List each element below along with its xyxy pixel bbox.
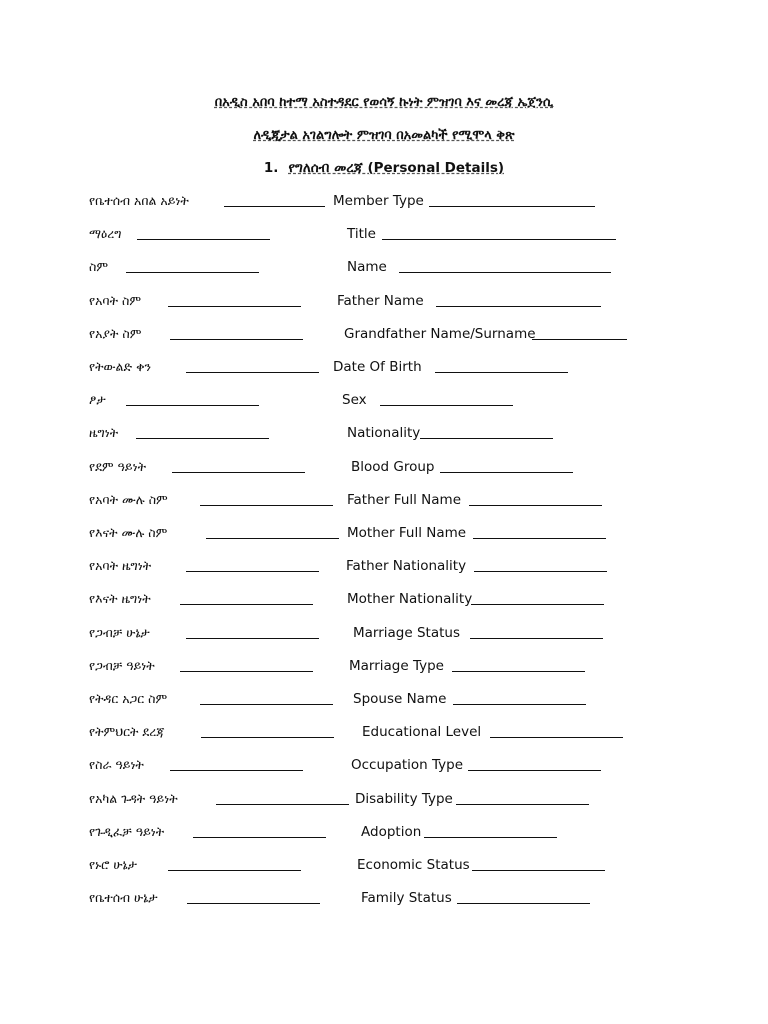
amharic-field-label: የአባት ዜግነት (89, 558, 152, 574)
amharic-field-label: ፆታ (89, 392, 106, 408)
amharic-entry-blank[interactable] (186, 558, 319, 572)
amharic-field-label: የጉዲፈቻ ዓይነት (89, 823, 165, 839)
amharic-field-label: ስም (89, 259, 109, 275)
amharic-field-label: የእናት ሙሉ ስም (89, 525, 168, 540)
field-row (0, 259, 768, 283)
section-heading (0, 160, 768, 176)
english-entry-blank[interactable] (532, 326, 627, 340)
english-field-label: Economic Status (357, 857, 470, 873)
amharic-field-label: ማዕረግ (89, 226, 122, 242)
english-field-label: Father Full Name (347, 491, 461, 508)
english-field-label: Member Type (333, 193, 424, 209)
field-row (0, 890, 768, 914)
amharic-entry-blank[interactable] (136, 425, 269, 439)
english-field-label: Mother Nationality (347, 591, 473, 608)
amharic-entry-blank[interactable] (137, 226, 270, 240)
english-entry-blank[interactable] (429, 193, 595, 207)
amharic-field-label: የትምህርት ደረጃ (89, 724, 165, 740)
section-title: የግለሰብ መረጃ (Personal Details) (288, 160, 505, 176)
english-field-label: Occupation Type (351, 757, 464, 774)
amharic-entry-blank[interactable] (126, 392, 259, 406)
english-entry-blank[interactable] (436, 293, 601, 307)
field-row (0, 392, 768, 416)
amharic-entry-blank[interactable] (180, 658, 313, 672)
english-field-label: Adoption (361, 823, 422, 840)
field-row (0, 459, 768, 483)
field-row (0, 326, 768, 350)
english-entry-blank[interactable] (457, 890, 590, 904)
field-row (0, 558, 768, 582)
field-row (0, 359, 768, 383)
english-field-label: Date Of Birth (333, 359, 422, 375)
amharic-field-label: የአባት ስም (89, 292, 142, 308)
amharic-field-label: የቤተሰብ ሁኔታ (89, 890, 158, 906)
english-entry-blank[interactable] (456, 791, 589, 805)
english-entry-blank[interactable] (380, 392, 513, 406)
english-entry-blank[interactable] (424, 824, 557, 838)
amharic-field-label: የአካል ጉዳት ዓይነት (89, 790, 178, 806)
english-entry-blank[interactable] (474, 558, 607, 572)
amharic-entry-blank[interactable] (200, 691, 333, 705)
amharic-field-label: የትውልድ ቀን (89, 359, 152, 374)
english-entry-blank[interactable] (472, 857, 605, 871)
english-field-label: Father Name (337, 292, 424, 309)
amharic-field-label: የትዳር አጋር ስም (89, 691, 168, 706)
field-row (0, 658, 768, 682)
amharic-field-label: የእናት ዜግነት (89, 591, 151, 607)
field-row (0, 226, 768, 250)
english-field-label: Grandfather Name/Surname (344, 325, 536, 342)
field-row (0, 591, 768, 615)
amharic-entry-blank[interactable] (206, 525, 339, 539)
amharic-entry-blank[interactable] (168, 857, 301, 871)
field-row (0, 857, 768, 881)
english-field-label: Marriage Type (349, 657, 444, 674)
english-entry-blank[interactable] (453, 691, 586, 705)
field-row (0, 425, 768, 449)
section-number: 1. (263, 160, 279, 176)
english-entry-blank[interactable] (470, 625, 603, 639)
amharic-field-label: የጋብቻ ዓይነት (89, 657, 155, 673)
field-row (0, 791, 768, 815)
english-entry-blank[interactable] (440, 459, 573, 473)
english-entry-blank[interactable] (382, 226, 616, 240)
english-field-label: Disability Type (355, 790, 453, 807)
field-row (0, 824, 768, 848)
english-entry-blank[interactable] (435, 359, 568, 373)
amharic-entry-blank[interactable] (170, 326, 303, 340)
field-row (0, 724, 768, 748)
english-field-label: Sex (342, 392, 367, 409)
amharic-field-label: የቤተሰብ አበል አይነት (89, 193, 189, 208)
amharic-entry-blank[interactable] (186, 359, 319, 373)
amharic-entry-blank[interactable] (126, 259, 259, 273)
amharic-entry-blank[interactable] (187, 890, 320, 904)
field-row (0, 293, 768, 317)
english-entry-blank[interactable] (468, 757, 601, 771)
field-row (0, 691, 768, 715)
english-field-label: Educational Level (362, 724, 482, 741)
english-field-label: Mother Full Name (347, 525, 467, 541)
english-entry-blank[interactable] (420, 425, 553, 439)
amharic-field-label: የኑሮ ሁኔታ (89, 857, 137, 872)
amharic-entry-blank[interactable] (170, 757, 303, 771)
english-field-label: Marriage Status (353, 624, 460, 641)
amharic-field-label: የደም ዓይነት (89, 458, 147, 474)
field-row (0, 625, 768, 649)
english-field-label: Title (347, 226, 376, 243)
english-entry-blank[interactable] (469, 492, 602, 506)
agency-title (0, 95, 768, 110)
amharic-entry-blank[interactable] (216, 791, 349, 805)
english-field-label: Father Nationality (346, 558, 467, 575)
agency-title-text: በአዲስ አበባ ከተማ አስተዳደር የወሳኝ ኩነት ምዝገባ እና መረጃ ኤጀንሲ (214, 95, 554, 110)
amharic-entry-blank[interactable] (200, 492, 333, 506)
amharic-entry-blank[interactable] (168, 293, 301, 307)
form-title-text: ለዲጂታል አገልግሎት ምዝገባ በአመልካች የሚሞላ ቅጽ (253, 128, 515, 143)
amharic-entry-blank[interactable] (224, 193, 325, 207)
english-entry-blank[interactable] (471, 591, 604, 605)
amharic-field-label: ዜግነት (89, 425, 119, 441)
english-entry-blank[interactable] (490, 724, 623, 738)
english-entry-blank[interactable] (452, 658, 585, 672)
english-field-label: Spouse Name (353, 691, 447, 707)
field-row (0, 525, 768, 549)
english-field-label: Name (347, 259, 387, 276)
form-title (0, 128, 768, 143)
english-field-label: Blood Group (351, 458, 435, 475)
amharic-field-label: የአባት ሙሉ ስም (89, 491, 168, 507)
english-field-label: Family Status (361, 890, 452, 907)
english-entry-blank[interactable] (399, 259, 611, 273)
amharic-entry-blank[interactable] (193, 824, 326, 838)
amharic-entry-blank[interactable] (180, 591, 313, 605)
amharic-entry-blank[interactable] (201, 724, 334, 738)
english-entry-blank[interactable] (473, 525, 606, 539)
amharic-entry-blank[interactable] (186, 625, 319, 639)
english-field-label: Nationality (347, 425, 421, 442)
amharic-field-label: የስራ ዓይነት (89, 757, 144, 773)
field-row (0, 757, 768, 781)
field-row (0, 193, 768, 217)
amharic-field-label: የጋብቻ ሁኔታ (89, 624, 150, 640)
amharic-field-label: የአያት ስም (89, 325, 142, 341)
field-row (0, 492, 768, 516)
amharic-entry-blank[interactable] (172, 459, 305, 473)
